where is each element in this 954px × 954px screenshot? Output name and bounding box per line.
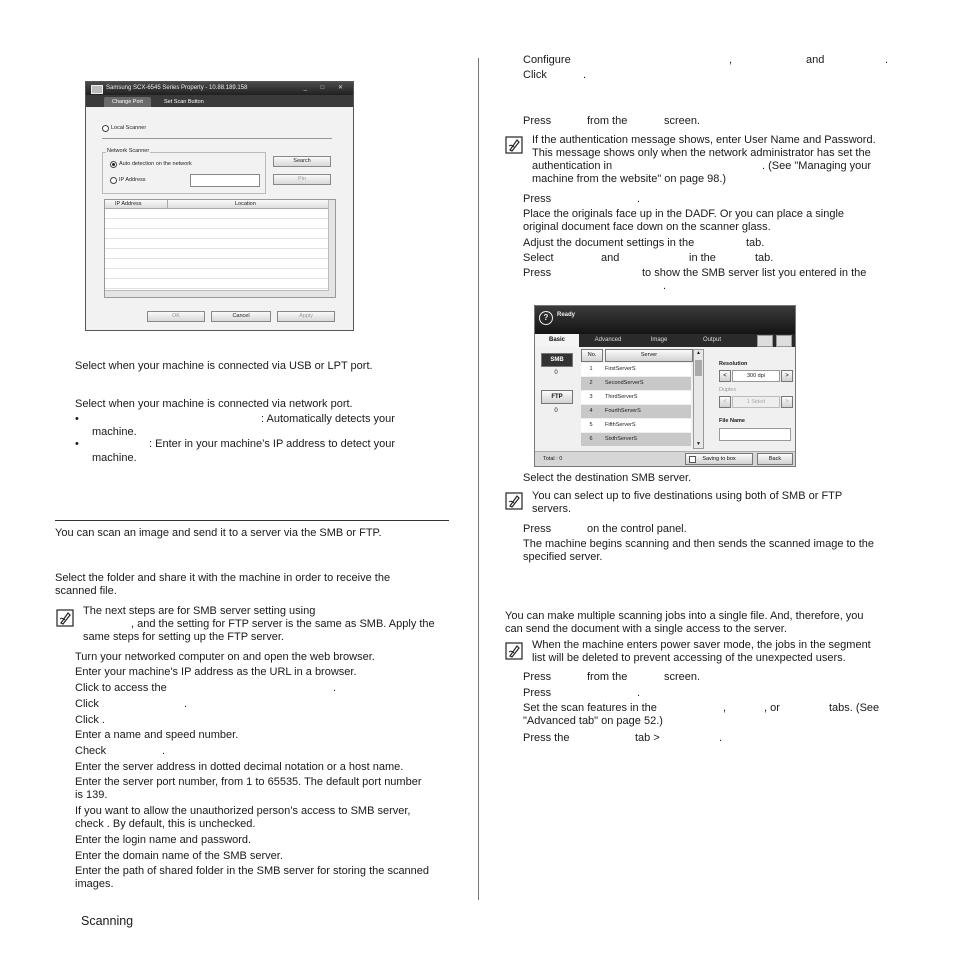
local-scanner-desc: Select when your machine is connected via USB or LPT port.	[75, 360, 373, 372]
scanner-property-dialog	[85, 81, 354, 331]
place-text-cont: original document face down on the scanner glass.	[523, 221, 771, 233]
ip-address-label: IP Address	[119, 177, 146, 183]
bullet: •	[75, 413, 79, 425]
share-text-cont: scanned file.	[55, 585, 117, 597]
table-header	[105, 200, 335, 209]
tab-gt-text: tab >	[635, 732, 660, 744]
filename-label: File Name	[719, 418, 745, 424]
apply-button[interactable]: Apply	[277, 311, 335, 322]
period: .	[637, 687, 641, 699]
step-text: Enter the server address in dotted decimal notation or a host name.	[75, 761, 404, 773]
place-text: Place the originals face up in the DADF. Or you can place a single	[523, 208, 845, 220]
multi-job-text-cont: can send the document with a single access to the server.	[505, 623, 787, 635]
footer-section-name: Scanning	[81, 914, 134, 928]
period: .	[583, 69, 587, 81]
step-text: If you want to allow the unauthorized person’s access to SMB server,	[75, 805, 411, 817]
period: .	[162, 745, 166, 757]
period: .	[885, 54, 889, 66]
back-button[interactable]: Back	[757, 453, 793, 465]
note-auth-line3: authentication in	[532, 160, 613, 172]
step-text: Check	[75, 745, 107, 757]
bullet: •	[75, 438, 79, 450]
ip-address-desc: : Enter in your machine’s IP address to detect your	[149, 438, 396, 450]
duplex-label: Duplex	[719, 387, 737, 393]
cancel-button[interactable]: Cancel	[211, 311, 271, 322]
search-button[interactable]: Search	[273, 156, 331, 167]
tab-text: tab.	[746, 237, 765, 249]
separator	[102, 138, 332, 139]
note-auth-line3b: . (See "Managing your	[762, 160, 872, 172]
on-panel-text: on the control panel.	[587, 523, 687, 535]
folder-icon[interactable]	[757, 335, 773, 347]
step-text: Turn your networked computer on and open the web browser.	[75, 651, 375, 663]
period: .	[637, 193, 641, 205]
window-controls[interactable]: _ □ ✕	[303, 85, 349, 91]
press-text: Press	[523, 523, 552, 535]
note-icon	[505, 492, 523, 510]
duplex-increase-button[interactable]: >	[781, 396, 793, 408]
local-scanner-label: Local Scanner	[111, 125, 147, 131]
and-text: and	[601, 252, 620, 264]
screen-text: screen.	[664, 115, 701, 127]
section-intro: You can scan an image and send it to a server via the SMB or FTP.	[55, 527, 382, 539]
select-dest-text: Select the destination SMB server.	[523, 472, 692, 484]
multi-job-text: You can make multiple scanning jobs into a single file. And, therefore, you	[505, 610, 864, 622]
press-text: Press	[523, 671, 552, 683]
tab-text: tab.	[755, 252, 774, 264]
adjust-text: Adjust the document settings in the	[523, 237, 695, 249]
checkbox[interactable]	[689, 456, 696, 463]
column-divider	[478, 58, 479, 900]
table-hscrollbar[interactable]	[105, 290, 329, 297]
from-the-text: from the	[587, 115, 628, 127]
click-text: Click	[523, 69, 547, 81]
touch-screen-panel	[534, 305, 796, 467]
server-row[interactable]: 2 SecondServerS	[581, 377, 691, 390]
begins-text-cont: specified server.	[523, 551, 603, 563]
status-text: Ready	[557, 312, 576, 318]
note-power-saver-line1: When the machine enters power saver mode, the jobs in the segment	[532, 639, 871, 651]
set-scan-text: Set the scan features in the	[523, 702, 657, 714]
period: .	[184, 698, 188, 710]
server-row[interactable]: 5 FifthServerS	[581, 419, 691, 432]
step-text: Enter the path of shared folder in the SMB server for storing the scanned	[75, 865, 430, 877]
advanced-ref-text: "Advanced tab" on page 52.)	[523, 715, 663, 727]
or-text: , or	[764, 702, 780, 714]
auto-detect-desc-cont: machine.	[92, 426, 137, 438]
step-text: is 139.	[75, 789, 108, 801]
tabs-see-text: tabs. (See	[829, 702, 880, 714]
share-text: Select the folder and share it with the machine in order to receive the	[55, 572, 391, 584]
duplex-decrease-button[interactable]: <	[719, 396, 731, 408]
note-icon	[505, 136, 523, 154]
from-the-text: from the	[587, 671, 628, 683]
total-count: Total : 0	[543, 456, 563, 462]
home-icon[interactable]	[776, 335, 792, 347]
ftp-button[interactable]: FTP	[541, 390, 573, 404]
note-smb-line2: , and the setting for FTP server is the same as SMB. Apply the	[131, 618, 435, 630]
server-row[interactable]: 1 FirstServerS	[581, 363, 691, 376]
period: .	[719, 732, 723, 744]
network-scanner-desc: Select when your machine is connected via network port.	[75, 398, 353, 410]
note-icon	[56, 609, 74, 627]
server-row[interactable]: 4 FourthServerS	[581, 405, 691, 418]
press-text: Press	[523, 687, 552, 699]
and-text: and	[806, 54, 825, 66]
tab-advanced[interactable]: Advanced	[594, 337, 622, 343]
ip-address-desc-cont: machine.	[92, 452, 137, 464]
press-text: Press	[523, 193, 552, 205]
step-text: Click to access the	[75, 682, 167, 694]
configure-text: Configure	[523, 54, 571, 66]
saving-to-box-button[interactable]	[685, 453, 753, 465]
basic-tab-body	[535, 347, 795, 453]
auto-detect-label: Auto detection on the network	[119, 161, 192, 167]
note-auth-line4: machine from the website" on page 98.)	[532, 173, 727, 185]
note-destinations-line1: You can select up to five destinations using both of SMB or FTP	[532, 490, 843, 502]
filename-input[interactable]	[719, 428, 791, 441]
period: .	[663, 280, 667, 292]
server-list-scrollbar[interactable]	[693, 349, 704, 449]
note-smb-line3: same steps for setting up the FTP server.	[83, 631, 284, 643]
tab-change-port[interactable]: Change Port	[104, 97, 151, 107]
col-no-header: No.	[581, 349, 603, 362]
dialog-title-bar	[86, 82, 353, 95]
local-scanner-radio[interactable]	[102, 125, 109, 132]
show-smb-text: to show the SMB server list you entered in the	[642, 267, 867, 279]
resolution-increase-button[interactable]: >	[781, 370, 793, 382]
resolution-label: Resolution	[719, 361, 748, 367]
step-text: Enter the domain name of the SMB server.	[75, 850, 283, 862]
step-text: Click	[75, 698, 99, 710]
pin-button[interactable]: Pin	[273, 174, 331, 185]
period: .	[333, 682, 337, 694]
status-bar	[535, 306, 795, 334]
select-text: Select	[523, 252, 554, 264]
step-text: check . By default, this is unchecked.	[75, 818, 256, 830]
step-text: Enter the login name and password.	[75, 834, 252, 846]
network-scanner-label: Network Scanner	[107, 148, 150, 154]
auto-detect-radio[interactable]	[110, 161, 117, 168]
step-text: Enter the server port number, from 1 to 65535. The default port number	[75, 776, 422, 788]
note-destinations-line2: servers.	[532, 503, 572, 515]
server-row[interactable]: 6 SixthServerS	[581, 433, 691, 446]
tab-image[interactable]: Image	[650, 337, 668, 343]
scanner-list-table[interactable]	[104, 199, 336, 298]
ip-address-input[interactable]	[190, 174, 260, 187]
ftp-count: 0	[554, 408, 558, 414]
note-auth-line2: This message shows only when the network administrator has set the	[532, 147, 871, 159]
begins-text: The machine begins scanning and then sends the scanned image to the	[523, 538, 875, 550]
auto-detect-desc: : Automatically detects your	[261, 413, 395, 425]
smb-count: 0	[554, 370, 558, 376]
saving-to-box-label: Saving to box	[702, 456, 736, 462]
press-text: Press	[523, 115, 552, 127]
table-scrollbar[interactable]	[328, 200, 335, 297]
resolution-decrease-button[interactable]: <	[719, 370, 731, 382]
comma: ,	[729, 54, 733, 66]
tab-set-scan-button[interactable]: Set Scan Button	[164, 99, 204, 105]
press-text: Press	[523, 267, 552, 279]
touch-tabs	[535, 334, 795, 347]
chevron-down-icon: ▼	[696, 441, 701, 447]
comma: ,	[723, 702, 727, 714]
dialog-tabs	[86, 95, 353, 107]
network-scanner-group	[102, 152, 266, 194]
note-power-saver-line2: list will be deleted to prevent accessing of the unexpected users.	[532, 652, 846, 664]
ok-button[interactable]: OK	[147, 311, 205, 322]
tab-output[interactable]: Output	[702, 337, 721, 343]
col-server-header: Server	[605, 349, 693, 362]
printer-icon	[91, 85, 103, 94]
chevron-up-icon: ▲	[696, 350, 701, 356]
server-row[interactable]: 3 ThirdServerS	[581, 391, 691, 404]
dialog-title: Samsung SCX-6545 Series Property - 10.88.189.158	[106, 85, 248, 91]
step-text: images.	[75, 878, 114, 890]
tab-basic[interactable]: Basic	[535, 334, 579, 347]
section-rule	[55, 520, 449, 521]
col-ip-address: IP Address	[115, 201, 142, 207]
step-text: Enter your machine's IP address as the URL in a browser.	[75, 666, 357, 678]
ip-address-radio[interactable]	[110, 177, 117, 184]
col-location: Location	[235, 201, 256, 207]
note-auth-line1: If the authentication message shows, enter User Name and Password.	[532, 134, 876, 146]
bottom-bar	[535, 451, 795, 466]
smb-button[interactable]: SMB	[541, 353, 573, 367]
duplex-value: 1 Sided	[732, 396, 780, 408]
note-icon	[505, 642, 523, 660]
step-text: Click .	[75, 714, 105, 726]
press-the-text: Press the	[523, 732, 570, 744]
help-icon[interactable]: ?	[539, 311, 553, 325]
screen-text: screen.	[664, 671, 701, 683]
step-text: Enter a name and speed number.	[75, 729, 239, 741]
resolution-value: 300 dpi	[732, 370, 780, 382]
note-smb-line1: The next steps are for SMB server setting using	[83, 605, 316, 617]
in-the-text: in the	[689, 252, 716, 264]
